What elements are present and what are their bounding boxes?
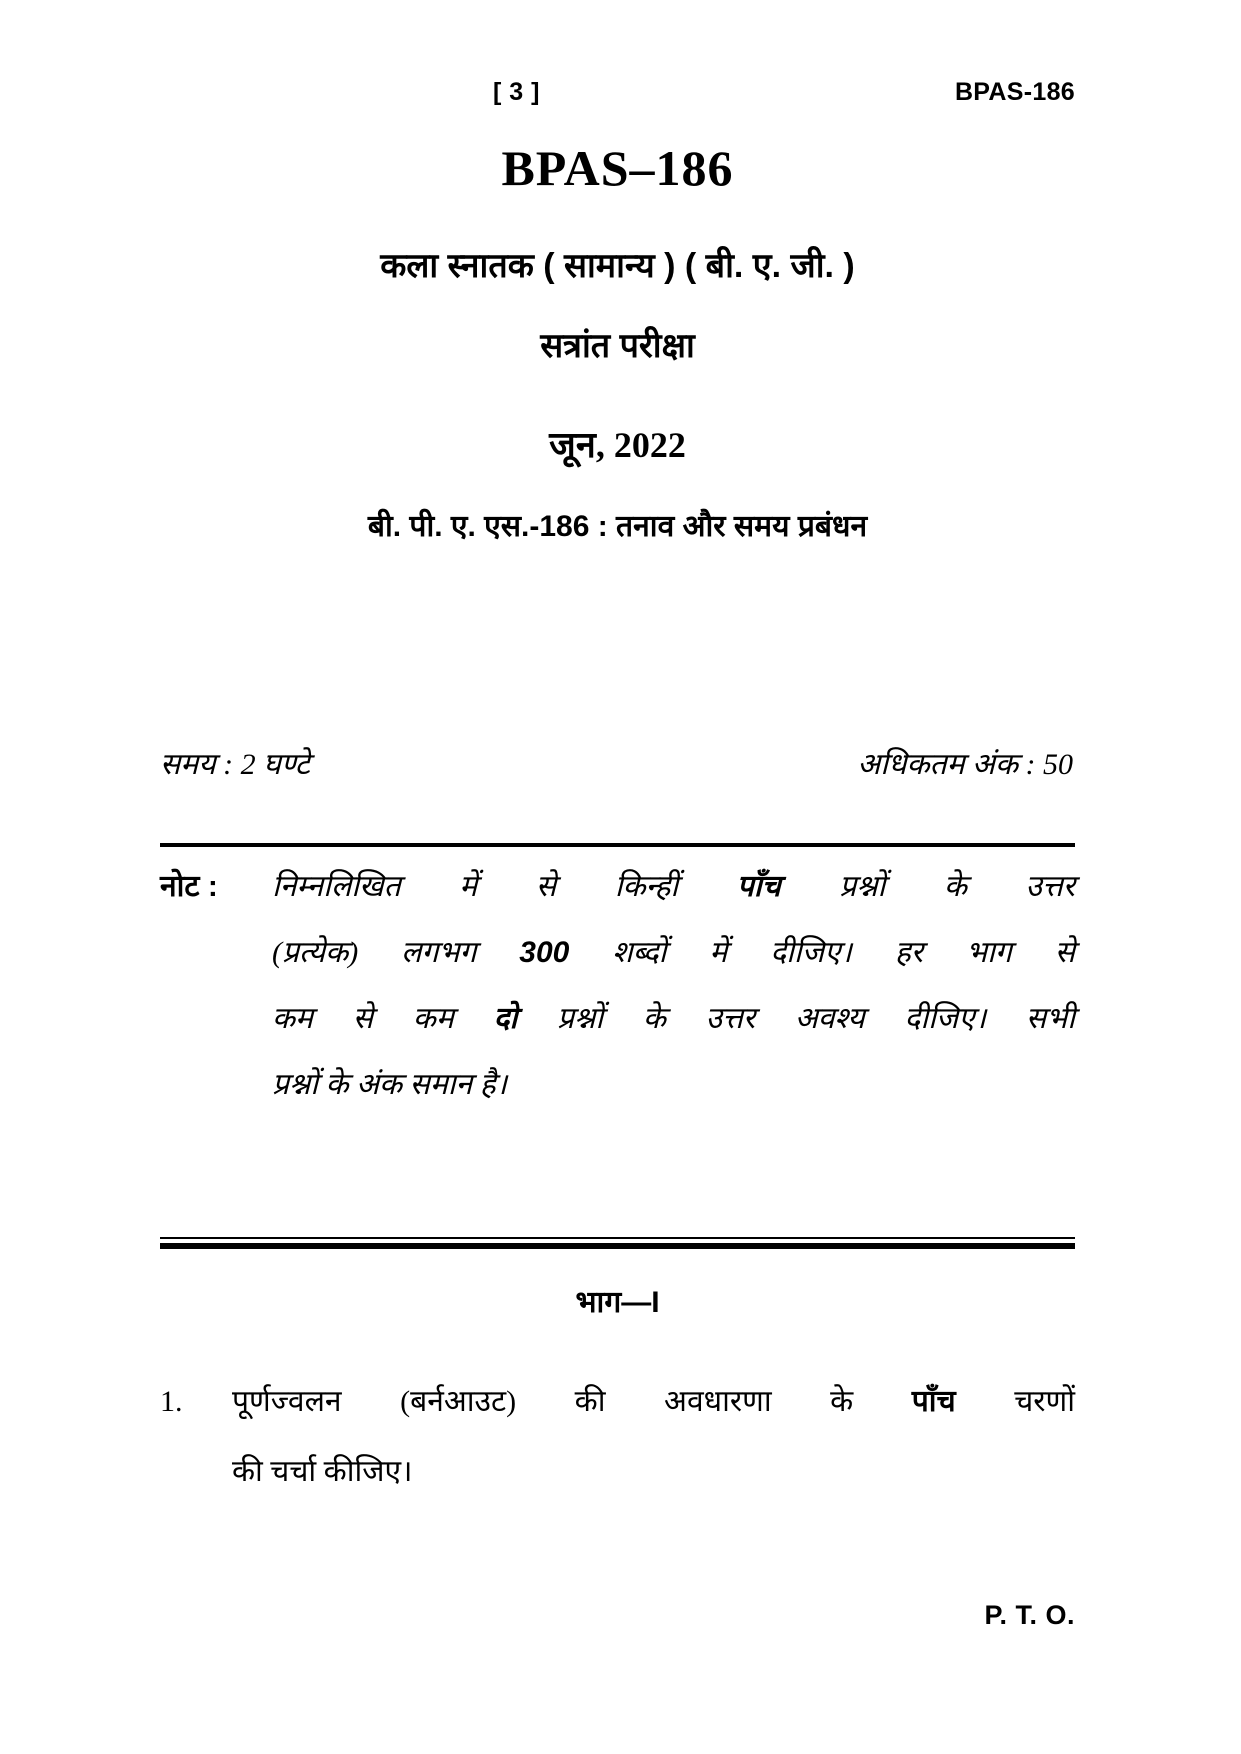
exam-session: जून, 2022 bbox=[549, 424, 686, 465]
maximum-marks: अधिकतम अंक : 50 bbox=[857, 748, 1073, 781]
header-paper-code: BPAS-186 bbox=[954, 78, 1075, 106]
programme-name: कला स्नातक ( सामान्य ) ( बी. ए. जी. ) bbox=[380, 247, 855, 285]
exam-duration: समय : 2 घण्टे bbox=[160, 748, 310, 781]
page-title: BPAS–186 bbox=[501, 140, 734, 196]
horizontal-rule-double bbox=[160, 1237, 1075, 1249]
exam-type: सत्रांत परीक्षा bbox=[540, 326, 695, 365]
rule-thick bbox=[160, 1243, 1075, 1249]
note-label: नोट : bbox=[160, 870, 218, 903]
exam-meta-row bbox=[160, 742, 1075, 783]
note-block bbox=[160, 872, 1075, 1136]
question-item-1 bbox=[160, 1385, 1075, 1487]
note-text-line: (प्रत्येक) लगभग 300 शब्दों में दीजिए। हर भाग से bbox=[272, 936, 1075, 969]
rule-thin bbox=[160, 1237, 1075, 1239]
note-text-line: कम से कम दो प्रश्नों के उत्तर अवश्य दीजिए। सभी bbox=[272, 1002, 1075, 1035]
note-text-line: प्रश्नों के अंक समान है। bbox=[272, 1068, 507, 1101]
section-heading-part-1: भाग—I bbox=[575, 1286, 660, 1319]
note-line bbox=[160, 1070, 1075, 1100]
page-turn-over-note: P. T. O. bbox=[984, 1600, 1075, 1630]
horizontal-rule-top bbox=[160, 843, 1075, 847]
title-block bbox=[160, 140, 1075, 547]
course-title: बी. पी. ए. एस.-186 : तनाव और समय प्रबंधन bbox=[367, 509, 868, 543]
note-line bbox=[160, 1004, 1075, 1034]
question-text-line: की चर्चा कीजिए। bbox=[232, 1455, 413, 1488]
note-text-line: निम्नलिखित में से किन्हीं पाँच प्रश्नों के उत्तर bbox=[272, 870, 1075, 903]
question-text-line: पूर्णज्वलन (बर्नआउट) की अवधारणा के पाँच चरणों bbox=[232, 1385, 1075, 1418]
page-number: [ 3 ] bbox=[493, 78, 540, 106]
note-line bbox=[160, 938, 1075, 968]
question-list bbox=[160, 1385, 1075, 1487]
running-header bbox=[160, 78, 1075, 112]
question-number: 1. bbox=[160, 1385, 183, 1418]
note-line bbox=[160, 872, 1075, 902]
question-text bbox=[232, 1387, 1075, 1487]
